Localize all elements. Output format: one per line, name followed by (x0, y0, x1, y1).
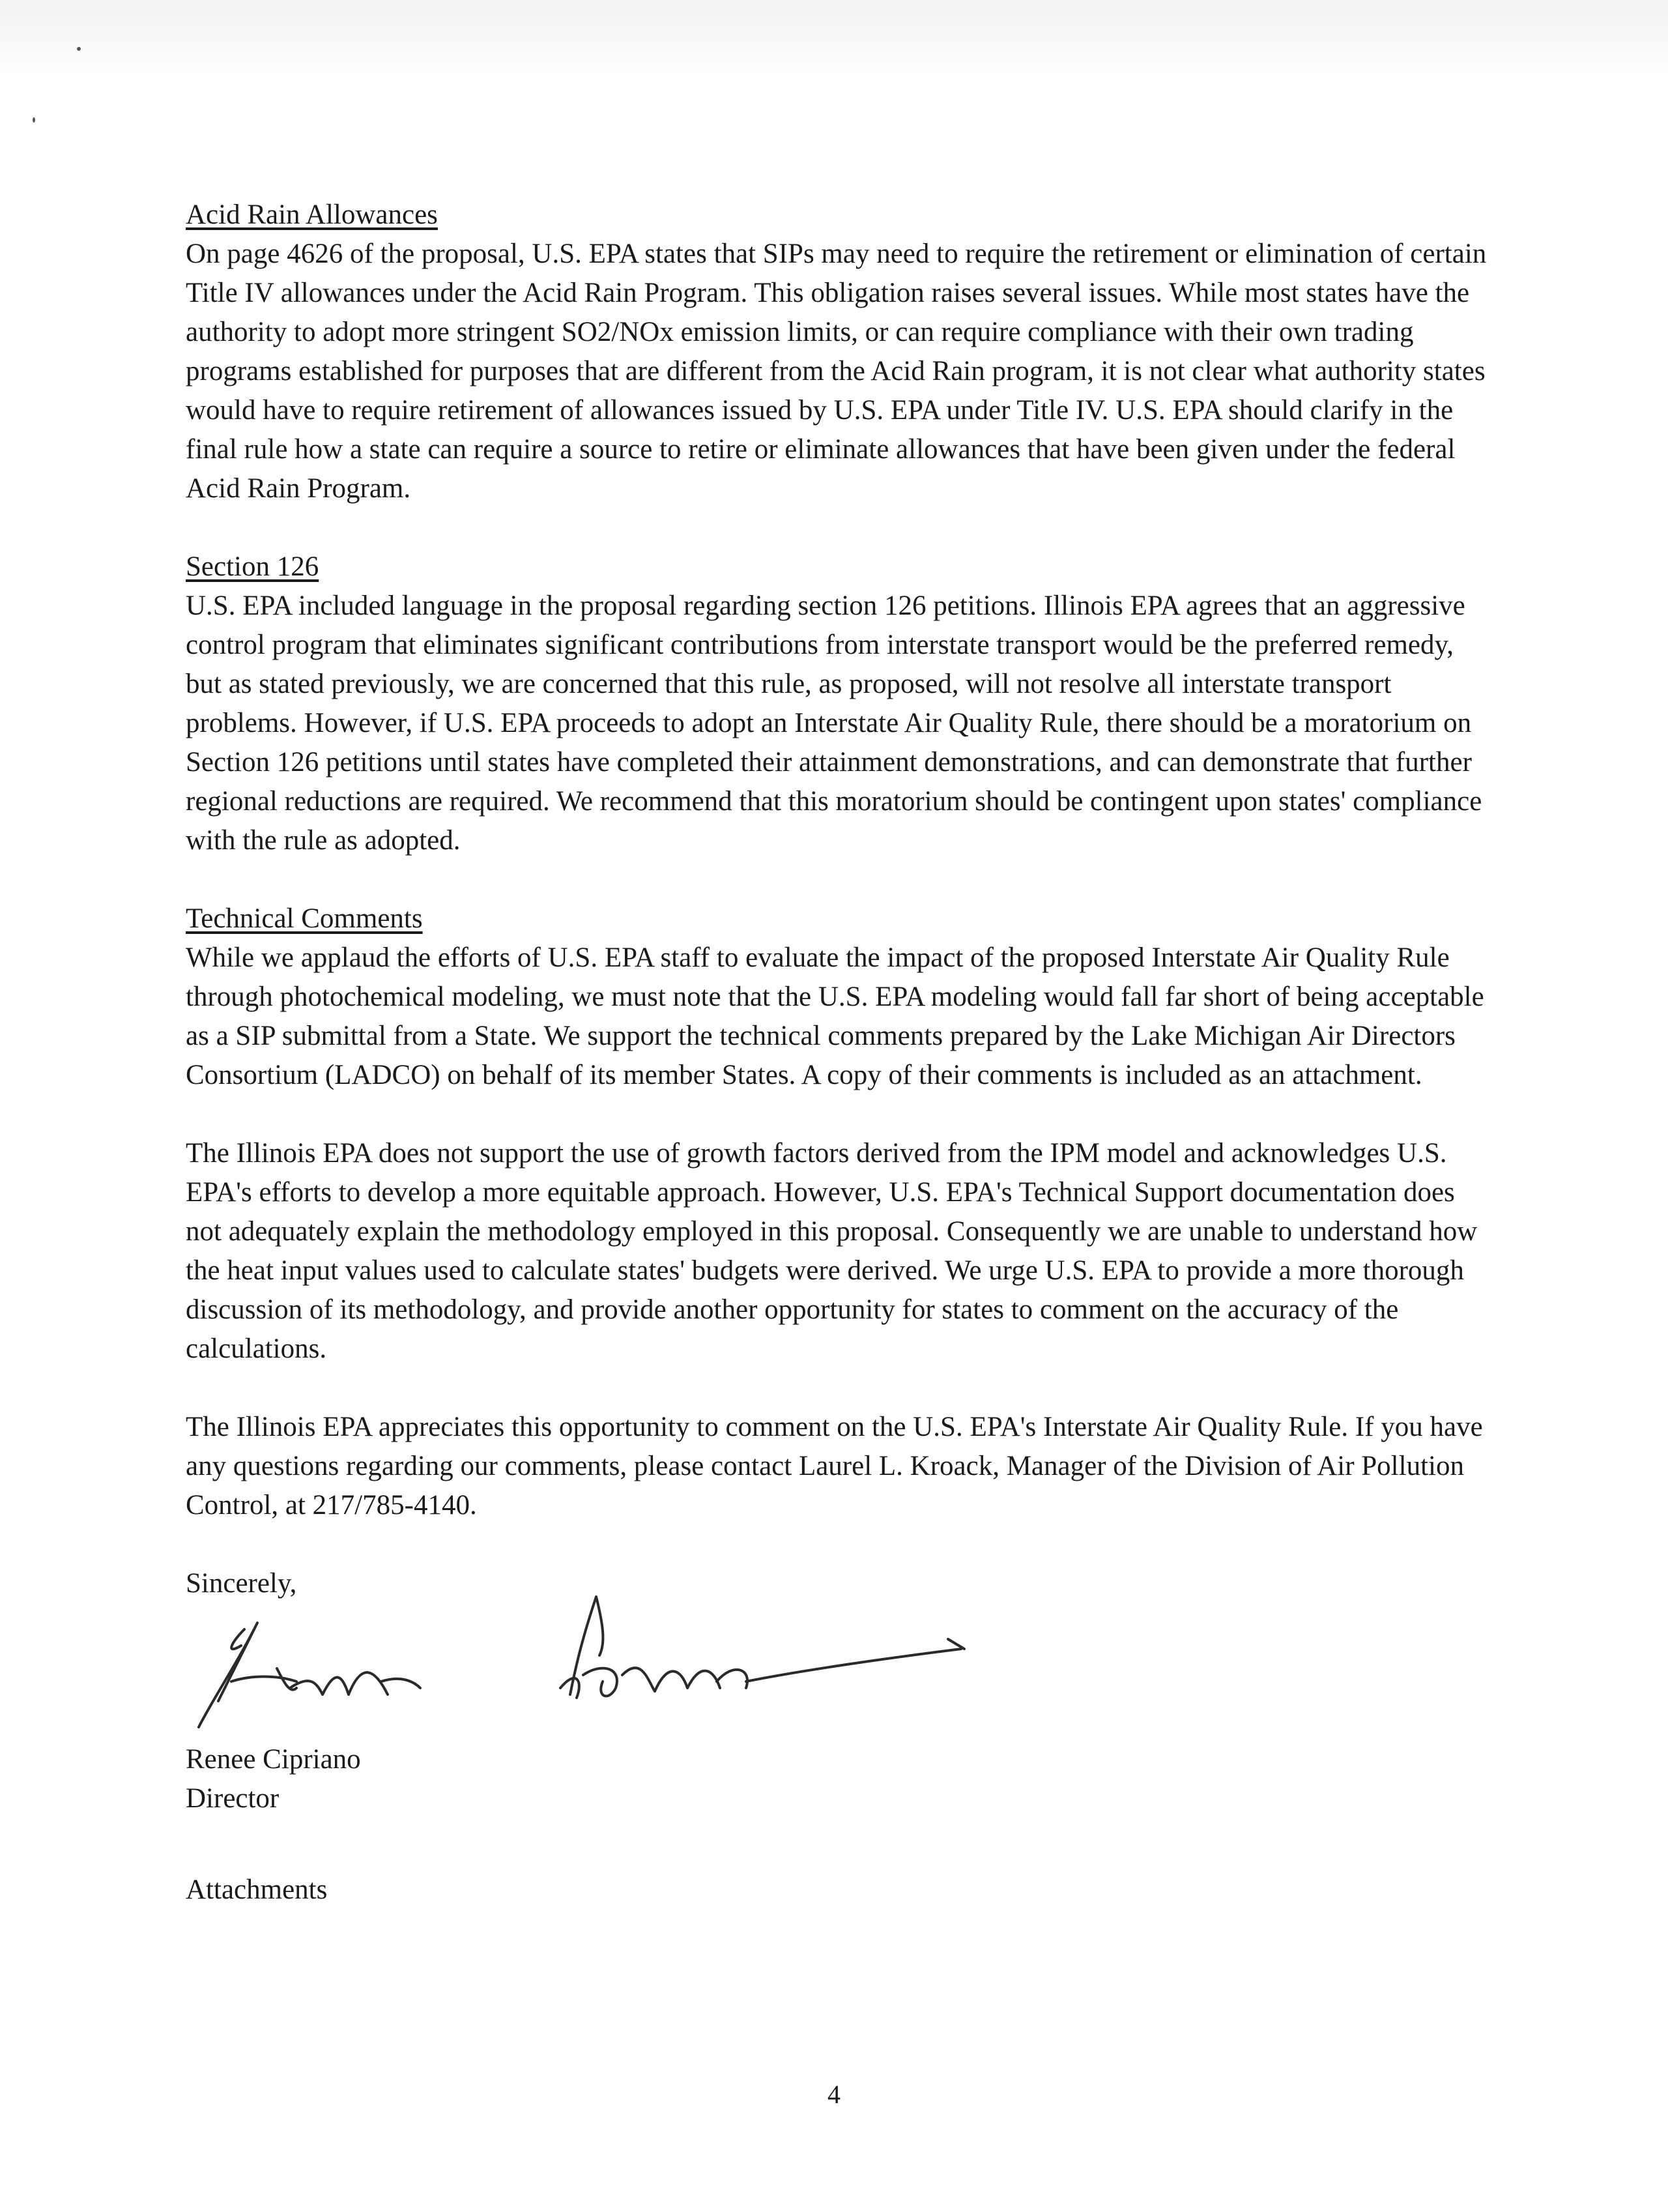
signer-name: Renee Cipriano (186, 1744, 361, 1775)
letter-page (186, 196, 1489, 1910)
body-paragraph: The Illinois EPA does not support the use of growth factors derived from the IPM model and acknowledges U.S. EPA's efforts to develop a more equitable approach. However, U.S. EPA's Technical Support documentation does not adequately explain the methodology employed in this proposal. Consequently we are unable to understand how the heat input values used to calculate states' budgets were derived. We urge U.S. EPA to provide a more thorough discussion of its methodology, and provide another opportunity for states to comment on the accuracy of the calculations. (186, 1138, 1478, 1364)
signature-block (186, 1564, 1489, 1740)
section-paragraph: U.S. EPA included language in the proposal regarding section 126 petitions. Illinois EPA agrees that an aggressive control program that eliminates significant contributions from interstate transport would be the preferred remedy, but as stated previously, we are concerned that this rule, as proposed, will not resolve all interstate transport problems. However, if U.S. EPA proceeds to adopt an Interstate Air Quality Rule, there should be a moratorium on Section 126 petitions until states have completed their attainment demonstrations, and can demonstrate that further regional reductions are required. We recommend that this moratorium should be contingent upon states' compliance with the rule as adopted. (186, 590, 1482, 856)
section-heading: Section 126 (186, 551, 319, 582)
scan-speck (77, 47, 81, 51)
page-number: 4 (827, 2080, 841, 2109)
section-paragraph: While we applaud the efforts of U.S. EPA staff to evaluate the impact of the proposed Interstate Air Quality Rule through photochemical modeling, we must note that the U.S. EPA modeling would fall far short of being acceptable as a SIP submittal from a State. We support the technical comments prepared by the Lake Michigan Air Directors Consortium (LADCO) on behalf of its member States. A copy of their comments is included as an attachment. (186, 942, 1484, 1090)
section-acid-rain (186, 196, 1489, 508)
signer-title: Director (186, 1783, 280, 1814)
body-paragraph: The Illinois EPA appreciates this opportunity to comment on the U.S. EPA's Interstate Air Quality Rule. If you have any questions regarding our comments, please contact Laurel L. Kroack, Manager of the Division of Air Pollution Control, at 217/785-4140. (186, 1412, 1483, 1521)
section-technical-comments (186, 899, 1489, 1095)
scan-shadow (0, 0, 1668, 78)
attachments-label: Attachments (186, 1874, 328, 1905)
closing-salutation: Sincerely, (186, 1568, 297, 1599)
section-heading: Technical Comments (186, 903, 423, 934)
handwritten-signature (127, 1584, 974, 1753)
section-paragraph: On page 4626 of the proposal, U.S. EPA states that SIPs may need to require the retirement or elimination of certain Title IV allowances under the Acid Rain Program. This obligation raises several issues. While most states have the authority to adopt more stringent SO2/NOx emission limits, or can require compliance with their own trading programs established for purposes that are different from the Acid Rain program, it is not clear what authority states would have to require retirement of allowances issued by U.S. EPA under Title IV. U.S. EPA should clarify in the final rule how a state can require a source to retire or eliminate allowances that have been given under the federal Acid Rain Program. (186, 239, 1487, 504)
body-paragraph-growth-factors (186, 1134, 1489, 1369)
body-paragraph-appreciation (186, 1408, 1489, 1525)
scan-speck (33, 117, 35, 123)
section-heading: Acid Rain Allowances (186, 199, 438, 230)
section-126 (186, 547, 1489, 860)
